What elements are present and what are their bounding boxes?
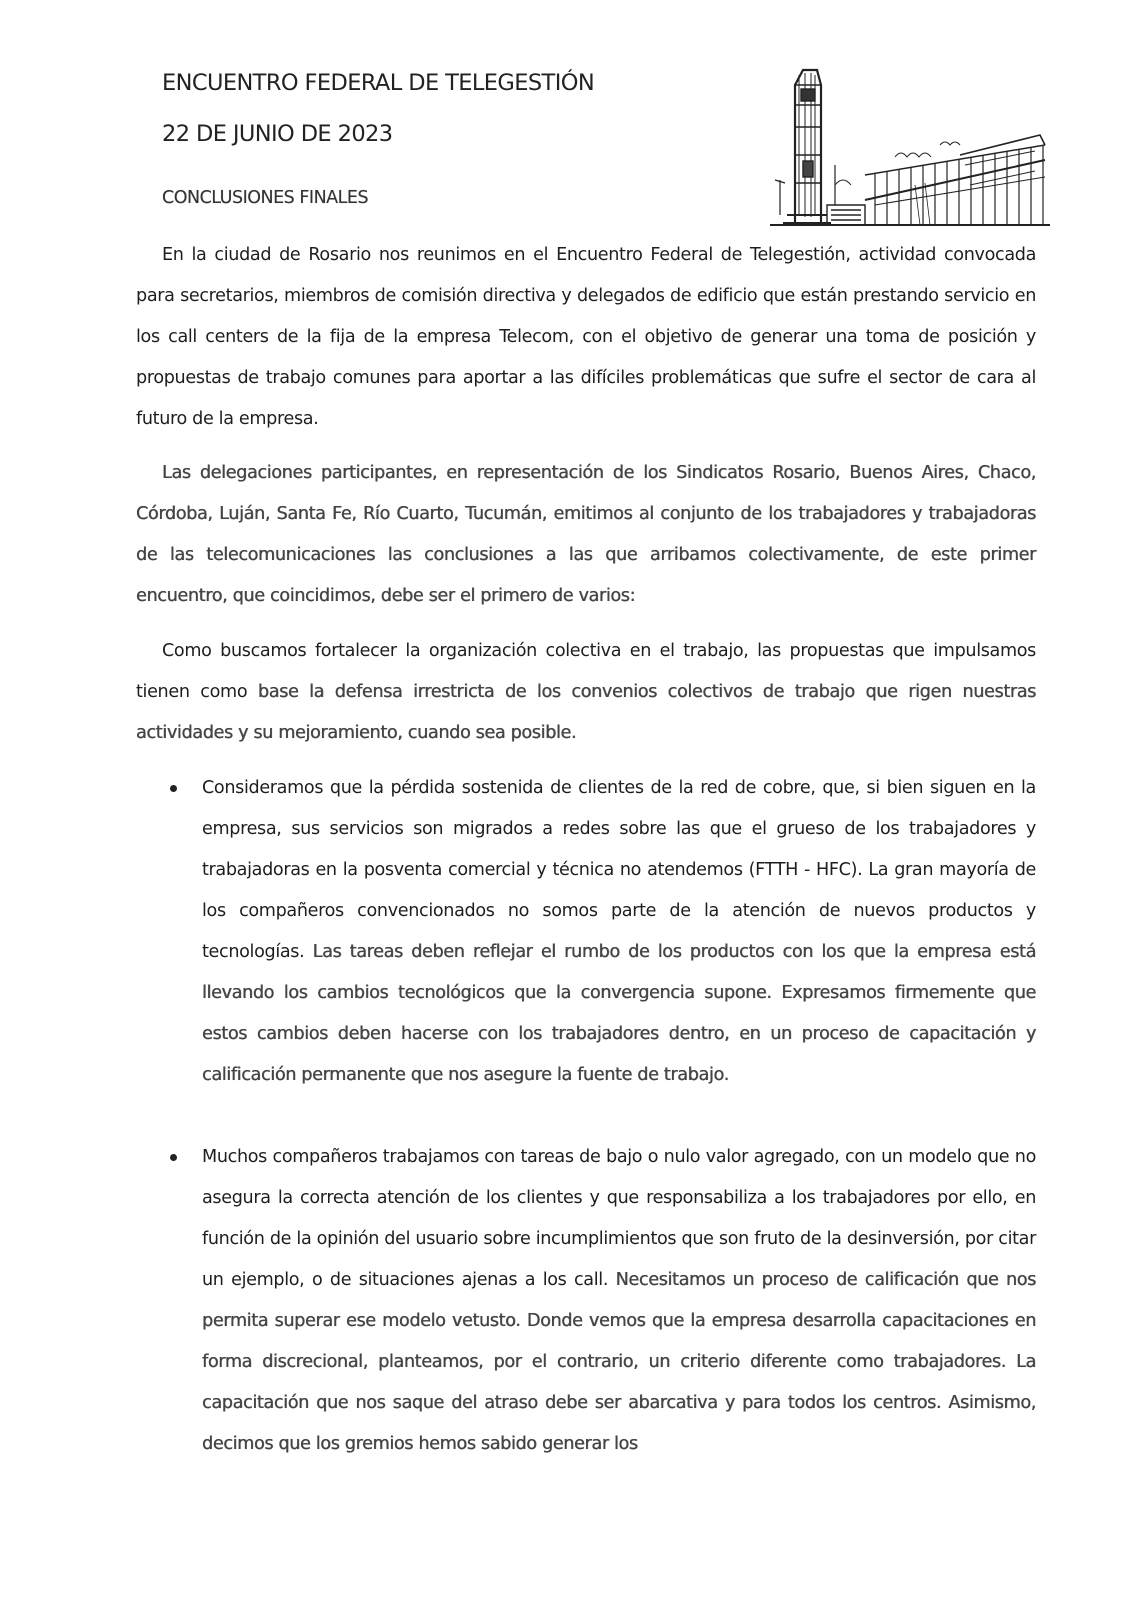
paragraph-delegations [136, 453, 1036, 617]
paragraph-text-bold: base la defensa irrestricta de los convenios colectivos de trabajo que rigen nuestras actividades y su mejoramiento, cuando sea posible. [136, 682, 1036, 743]
paragraph-text: En la ciudad de Rosario nos reunimos en el Encuentro Federal de Telegestión, actividad convocada para secretarios, miembros de comisión directiva y delegados de edificio que están prestando servicio en los call centers de la fija de la empresa Telecom, con el objetivo de generar una toma de posición y propuestas de trabajo comunes para aportar a las difíciles problemáticas que sufre el sector de cara al futuro de la empresa. [136, 245, 1036, 429]
document-date: 22 DE JUNIO DE 2023 [162, 121, 393, 147]
bullet-icon [170, 785, 177, 792]
paragraph-intro [136, 235, 1036, 440]
monument-sketch-icon [765, 65, 1055, 235]
list-item [136, 768, 1036, 1096]
document-title: ENCUENTRO FEDERAL DE TELEGESTIÓN [162, 70, 595, 96]
section-heading: CONCLUSIONES FINALES [162, 188, 369, 208]
bullet-icon [170, 1154, 177, 1161]
paragraph-text: Como buscamos fortalecer la organización colectiva en el trabajo, las propuestas que impulsamos tienen como [136, 641, 1036, 702]
bullet-list [136, 768, 1036, 1096]
bullet-text: Consideramos que la pérdida sostenida de clientes de la red de cobre, que, si bien siguen en la empresa, sus servicios son migrados a redes sobre las que el grueso de los trabajadores y trabajadoras en la posventa comercial y técnica no atendemos (FTTH - HFC). La gran mayoría de los compañeros convencionados no somos parte de la atención de nuevos productos y tecnologías. [202, 778, 1036, 962]
paragraph-mixed [136, 631, 1036, 754]
bullet-text: Muchos compañeros trabajamos con tareas de bajo o nulo valor agregado, con un modelo que no asegura la correcta atención de los clientes y que responsabiliza a los trabajadores por ello, en función de la opinión del usuario sobre incumplimientos que son fruto de la desinversión, por citar un ejemplo, o de situaciones ajenas a los call. [202, 1147, 1036, 1290]
list-item [136, 1137, 1036, 1465]
paragraph-text-bold: Las delegaciones participantes, en representación de los Sindicatos Rosario, Buenos Aires, Chaco, Córdoba, Luján, Santa Fe, Río Cuarto, Tucumán, emitimos al conjunto de los trabajadores y trabajadoras de las telecomunicaciones las conclusiones a las que arribamos colectivamente, de este primer encuentro, que coincidimos, debe ser el primero de varios: [136, 463, 1036, 606]
bullet-text-bold: Necesitamos un proceso de calificación que nos permita superar ese modelo vetusto. Donde vemos que la empresa desarrolla capacitaciones en forma discrecional, planteamos, por el contrario, un criterio diferente como trabajadores. La capacitación que nos saque del atraso debe ser abarcativa y para todos los centros. Asimismo, decimos que los gremios hemos sabido generar los [202, 1270, 1036, 1454]
bullet-text-bold: Las tareas deben reflejar el rumbo de los productos con los que la empresa está llevando los cambios tecnológicos que la convergencia supone. Expresamos firmemente que estos cambios deben hacerse con los trabajadores dentro, en un proceso de capacitación y calificación permanente que nos asegure la fuente de trabajo. [202, 942, 1036, 1085]
paragraph-organization [136, 631, 1036, 754]
bullet-list [136, 1137, 1036, 1465]
